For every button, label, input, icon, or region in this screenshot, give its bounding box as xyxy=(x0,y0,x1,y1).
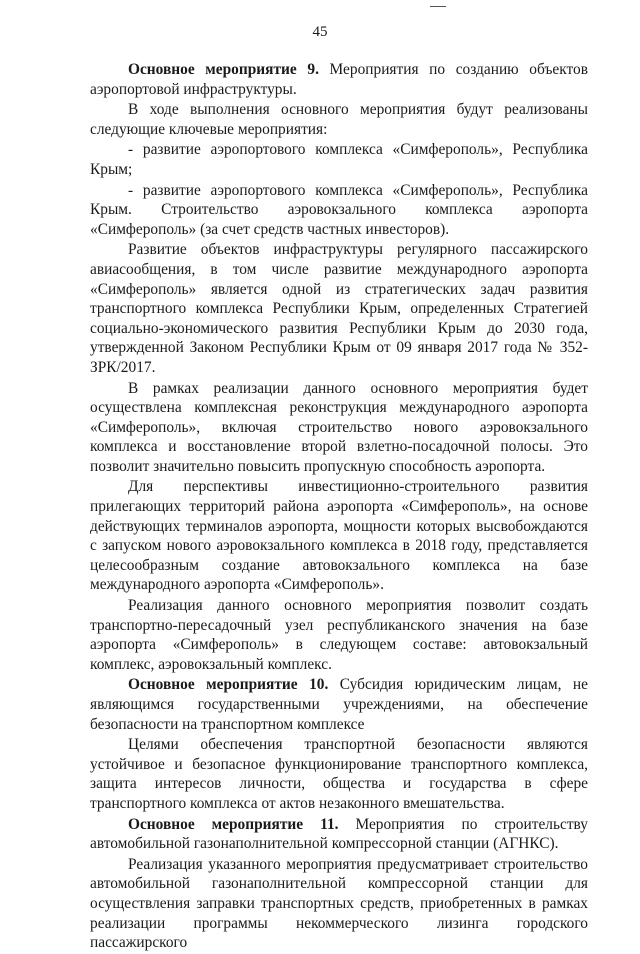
paragraph xyxy=(90,735,588,813)
paragraph-text: В рамках реализации данного основного мероприятия будет осуществлена комплексная реконструкция международного аэропорта «Симферополь», включая строительство нового аэровокзального комплекса и восстановление второй взлетно-посадочной полосы. Это позволит значительно повысить пропускную способность аэропорта. xyxy=(90,379,588,475)
page-number: 45 xyxy=(312,24,328,40)
paragraph xyxy=(90,596,588,674)
paragraph-text: Мероприятия по созданию объектов аэропортовой инфраструктуры. xyxy=(90,61,588,98)
paragraph-measure-11-title xyxy=(90,815,588,854)
scan-mark xyxy=(430,6,446,7)
paragraph-intro xyxy=(90,100,588,139)
paragraph-text: Реализация данного основного мероприятия позволит создать транспортно-пересадочный узел республиканского значения на базе аэропорта «Симферополь» в следующем составе: автовокзальный комплекс, аэровокзальный комплекс. xyxy=(90,597,588,673)
measure-heading: Основное мероприятие 9. xyxy=(128,61,319,78)
paragraph-text: Реализация указанного мероприятия предусматривает строительство автомобильной газонаполнительной компрессорной станции для осуществления заправки транспортных средств, приобретенных в рамках реализации программы некоммерческого лизинга городского пассажирского xyxy=(90,855,588,952)
paragraph-measure-9-title xyxy=(90,60,588,99)
paragraph xyxy=(90,477,588,595)
paragraph-text: Целями обеспечения транспортной безопасности являются устойчивое и безопасное функционирование транспортного комплекса, защита интересов личности, общества и государства в сфере транспортного комплекса от актов незаконного вмешательства. xyxy=(90,736,588,812)
paragraph-text: Развитие объектов инфраструктуры регулярного пассажирского авиасообщения, в том числе развитие международного аэропорта «Симферополь» является одной из стратегических задач развития транспортного комплекса Республики Крым, определенных Стратегией социально-экономического развития Республики Крым до 2030 года, утвержденной Законом Республики Крым от 09 января 2017 года № 352-ЗРК/2017. xyxy=(90,241,588,376)
measure-heading: Основное мероприятие 11. xyxy=(128,815,339,833)
paragraph-text: - развитие аэропортового комплекса «Симферополь», Республика Крым. Строительство аэровокзального комплекса аэропорта «Симферополь» (за счет средств частных инвесторов). xyxy=(90,181,588,238)
paragraph-text: Для перспективы инвестиционно-строительного развития прилегающих территорий района аэропорта «Симферополь», на основе действующих терминалов аэропорта, мощности которых высвобождаются с запуском нового аэровокзального комплекса в 2018 году, представляется целесообразным создание автовокзального комплекса на базе международного аэропорта «Симферополь». xyxy=(90,478,588,594)
paragraph xyxy=(90,855,588,953)
list-item xyxy=(90,140,588,179)
measure-heading: Основное мероприятие 10. xyxy=(128,676,329,694)
paragraph xyxy=(90,379,588,477)
document-body xyxy=(90,60,588,954)
paragraph-text: Мероприятия по строительству автомобильной газонаполнительной компрессорной станции (АГНКС). xyxy=(90,815,588,853)
paragraph-text: Субсидия юридическим лицам, не являющимся государственными учреждениями, на обеспечение безопасности на транспортном комплексе xyxy=(90,676,589,733)
paragraph-text: В ходе выполнения основного мероприятия будут реализованы следующие ключевые мероприятия: xyxy=(90,101,588,138)
list-item xyxy=(90,181,588,240)
paragraph-text: - развитие аэропортового комплекса «Симферополь», Республика Крым; xyxy=(90,141,588,178)
paragraph xyxy=(90,240,588,377)
paragraph-measure-10-title xyxy=(90,675,588,734)
